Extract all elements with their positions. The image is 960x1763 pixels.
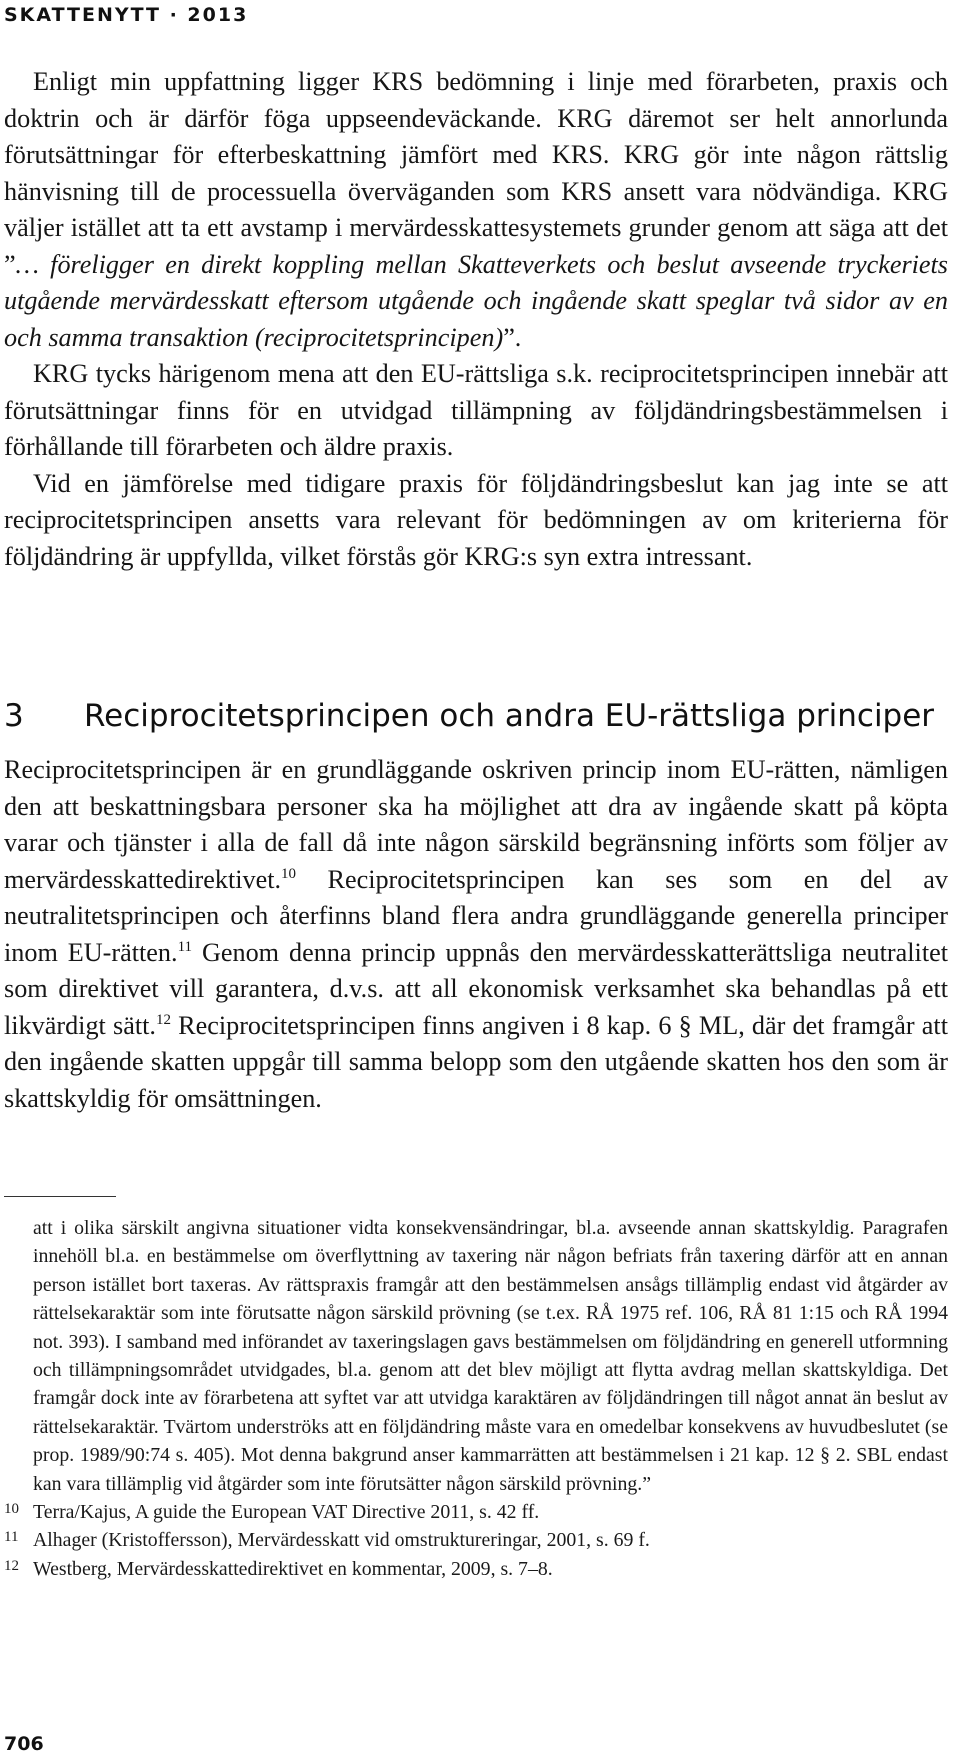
footnote-number: 10 (4, 1501, 19, 1518)
paragraph-lead: Enligt min uppfattning ligger KRS bedömning i linje med förarbeten, praxis och doktrin och är därför föga uppseendeväckande. KRG däremot ser helt annorlunda förutsättningar för efterbeskattning jämfört med KRS. KRG gör inte någon rättslig hänvisning till de processuella överväganden som KRS ansett vara nödvändiga. KRG väljer istället att ta ett avstamp i mervärdesskattesystemets grunder genom att säga att det ” (4, 67, 948, 279)
block-quote-italic: … föreligger en direkt koppling mellan Skatteverkets och beslut avseende tryckeriets utgående mervärdesskatt eftersom utgående och ingående skatt speglar två sidor av en och samma transaktion (reciprocitetsprincipen) (4, 249, 948, 352)
footnote-text: Westberg, Mervärdesskattedirektivet en kommentar, 2009, s. 7–8. (33, 1557, 553, 1580)
paragraph: Reciprocitetsprincipen är en grundläggande oskriven princip inom EU-rätten, nämligen den att beskattningsbara personer ska ha möjlighet att dra av ingående skatt på köpta varar och tjänster i alla de fall då inte någon särskild begränsning införts som följer av mervärdesskattedirektivet.$^{10}$ Reciprocitetsprincipen kan ses som en del av neutralitetsprincipen och återfinns bland flera andra grundläggande generella principer inom EU-rätten.$^{11}$ Genom denna princip uppnås den mervärdesskatterättsliga neutralitet som direktivet vill garantera, d.v.s. att all ekonomisk verksamhet ska behandlas på ett likvärdigt sätt.$^{12}$ Reciprocitetsprincipen finns angiven i 8 kap. 6 § ML, där det framgår att den ingående skatten uppgår till samma belopp som den utgående skatten hos den som är skattskyldig för omsättningen. (4, 755, 949, 1113)
footnotes (4, 1214, 948, 1583)
footnote-ref: 12 (155, 1011, 171, 1028)
footnote-text: Alhager (Kristoffersson), Mervärdesskatt vid omstruktureringar, 2001, s. 69 f. (33, 1529, 650, 1552)
paragraph: Vid en jämförelse med tidigare praxis för följdändringsbeslut kan jag inte se att reciprocitetsprincipen ansetts vara relevant för bedömningen av om kriterierna för följdändring är uppfyllda, vilket förstås gör KRG:s syn extra intressant. (4, 468, 948, 571)
section-number: 3 (4, 698, 24, 734)
footnote-number: 11 (4, 1529, 19, 1546)
paragraph (4, 64, 948, 356)
footnote-ref: 10 (281, 865, 297, 882)
footnote-text: Terra/Kajus, A guide the European VAT Directive 2011, s. 42 ff. (33, 1501, 540, 1524)
section-title: Reciprocitetsprincipen och andra EU-rättsliga principer (84, 698, 935, 734)
footnote (4, 1555, 948, 1583)
section-heading (4, 696, 948, 736)
footnote-separator (4, 1196, 116, 1197)
page-number: 706 (4, 1733, 44, 1755)
footnote (4, 1498, 948, 1526)
footnote (4, 1526, 948, 1554)
body-section-3 (4, 752, 948, 1117)
running-head: SKATTENYTT · 2013 (4, 4, 249, 26)
body-section-2-end (4, 64, 948, 575)
footnote-continuation: att i olika särskilt angivna situationer vidta konsekvensändringar, bl.a. avseende annan skattskyldig. Paragrafen innehöll bl.a. en bestämmelse om överflyttning av taxering när någon befriats från taxering därför att en annan person istället bort taxeras. Av rättspraxis framgår att den bestämmelsen ansågs tillämplig endast vid åtgärder av rättelsekaraktär som inte förutsatte någon särskild prövning (se t.ex. RÅ 1975 ref. 106, RÅ 81 1:15 och RÅ 1994 not. 393). I samband med införandet av taxeringslagen gavs bestämmelsen om följdändring en generell utformning och tillämpningsområdet utvidgades, bl.a. genom att det blev möjligt att flytta avdrag mellan skattskyldiga. Det framgår dock inte av förarbetena att syftet var att utvidga karaktären av följdändringen till något annat än beslut av rättelsekaraktär. Tvärtom underströks att en följdändring måste vara en omedelbar konsekvens av huvudbeslutet (se prop. 1989/90:74 s. 405). Mot denna bakgrund anser kammarrätten att bestämmelsen i 21 kap. 12 § 2. SBL endast kan vara tillämplig vid åtgärder som inte förutsätter någon särskild prövning.” (33, 1217, 948, 1495)
footnote-number: 12 (4, 1557, 19, 1574)
quote-close: ”. (503, 322, 522, 352)
footnote-ref: 11 (177, 938, 193, 955)
paragraph: KRG tycks härigenom mena att den EU-rättsliga s.k. reciprocitetsprincipen innebär att förutsättningar finns för en utvidgad tillämpning av följdändringsbestämmelsen i förhållande till förarbeten och äldre praxis. (4, 359, 948, 461)
